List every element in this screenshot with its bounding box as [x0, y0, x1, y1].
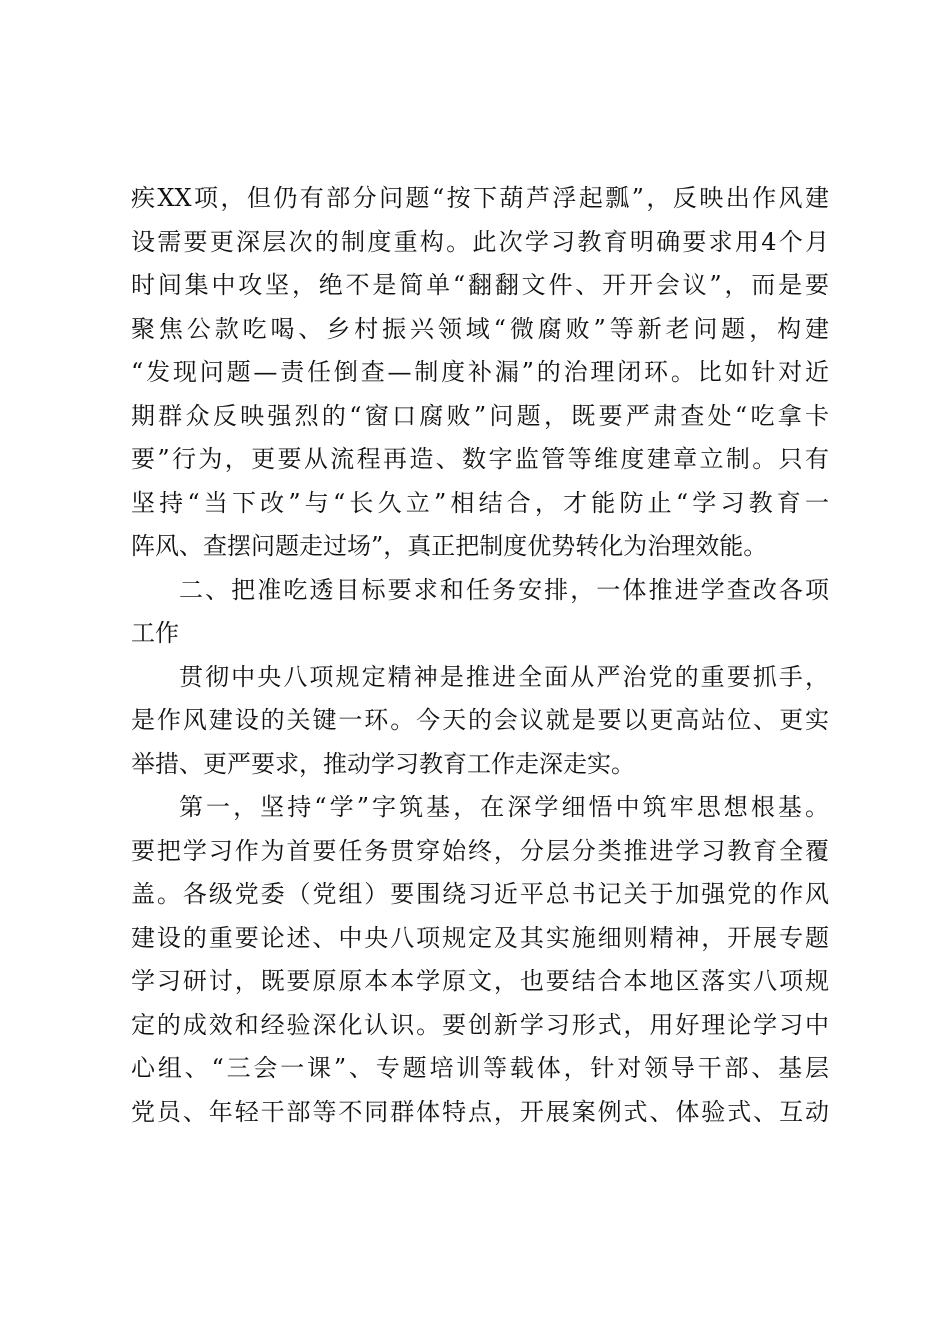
body-line: 心组、“三会一课”、专题培训等载体，针对领导干部、基层 — [131, 1054, 829, 1082]
body-line: 贯彻中央八项规定精神是推进全面从严治党的重要抓手， — [179, 663, 829, 691]
body-line: 盖。各级党委（党组）要围绕习近平总书记关于加强党的作风 — [131, 880, 829, 908]
section-heading-line: 工作 — [131, 619, 179, 647]
body-line: 坚持“当下改”与“长久立”相结合，才能防止“学习教育一 — [131, 489, 829, 517]
body-line: 阵风、查摆问题走过场”，真正把制度优势转化为治理效能。 — [131, 532, 768, 560]
body-line: 设需要更深层次的制度重构。此次学习教育明确要求用4个月 — [131, 228, 829, 256]
body-line: 第一，坚持“学”字筑基，在深学细悟中筑牢思想根基。 — [179, 793, 829, 821]
body-line: 举措、更严要求，推动学习教育工作走深走实。 — [131, 750, 635, 778]
body-line: 建设的重要论述、中央八项规定及其实施细则精神，开展专题 — [131, 924, 829, 952]
body-line: “发现问题—责任倒查—制度补漏”的治理闭环。比如针对近 — [131, 358, 829, 386]
body-line: 疾XX项，但仍有部分问题“按下葫芦浮起瓢”，反映出作风建 — [131, 184, 829, 212]
body-line: 期群众反映强烈的“窗口腐败”问题，既要严肃查处“吃拿卡 — [131, 402, 829, 430]
body-line: 聚焦公款吃喝、乡村振兴领域“微腐败”等新老问题，构建 — [131, 315, 829, 343]
body-line: 要把学习作为首要任务贯穿始终，分层分类推进学习教育全覆 — [131, 837, 829, 865]
body-line: 党员、年轻干部等不同群体特点，开展案例式、体验式、互动 — [131, 1098, 829, 1126]
body-line: 定的成效和经验深化认识。要创新学习形式，用好理论学习中 — [131, 1011, 829, 1039]
body-line: 要”行为，更要从流程再造、数字监管等维度建章立制。只有 — [131, 445, 829, 473]
body-line: 时间集中攻坚，绝不是简单“翻翻文件、开开会议”，而是要 — [131, 271, 829, 299]
body-line: 是作风建设的关键一环。今天的会议就是要以更高站位、更实 — [131, 706, 829, 734]
section-heading-line: 二、把准吃透目标要求和任务安排，一体推进学查改各项 — [179, 576, 829, 604]
body-line: 学习研讨，既要原原本本学原文，也要结合本地区落实八项规 — [131, 967, 829, 995]
